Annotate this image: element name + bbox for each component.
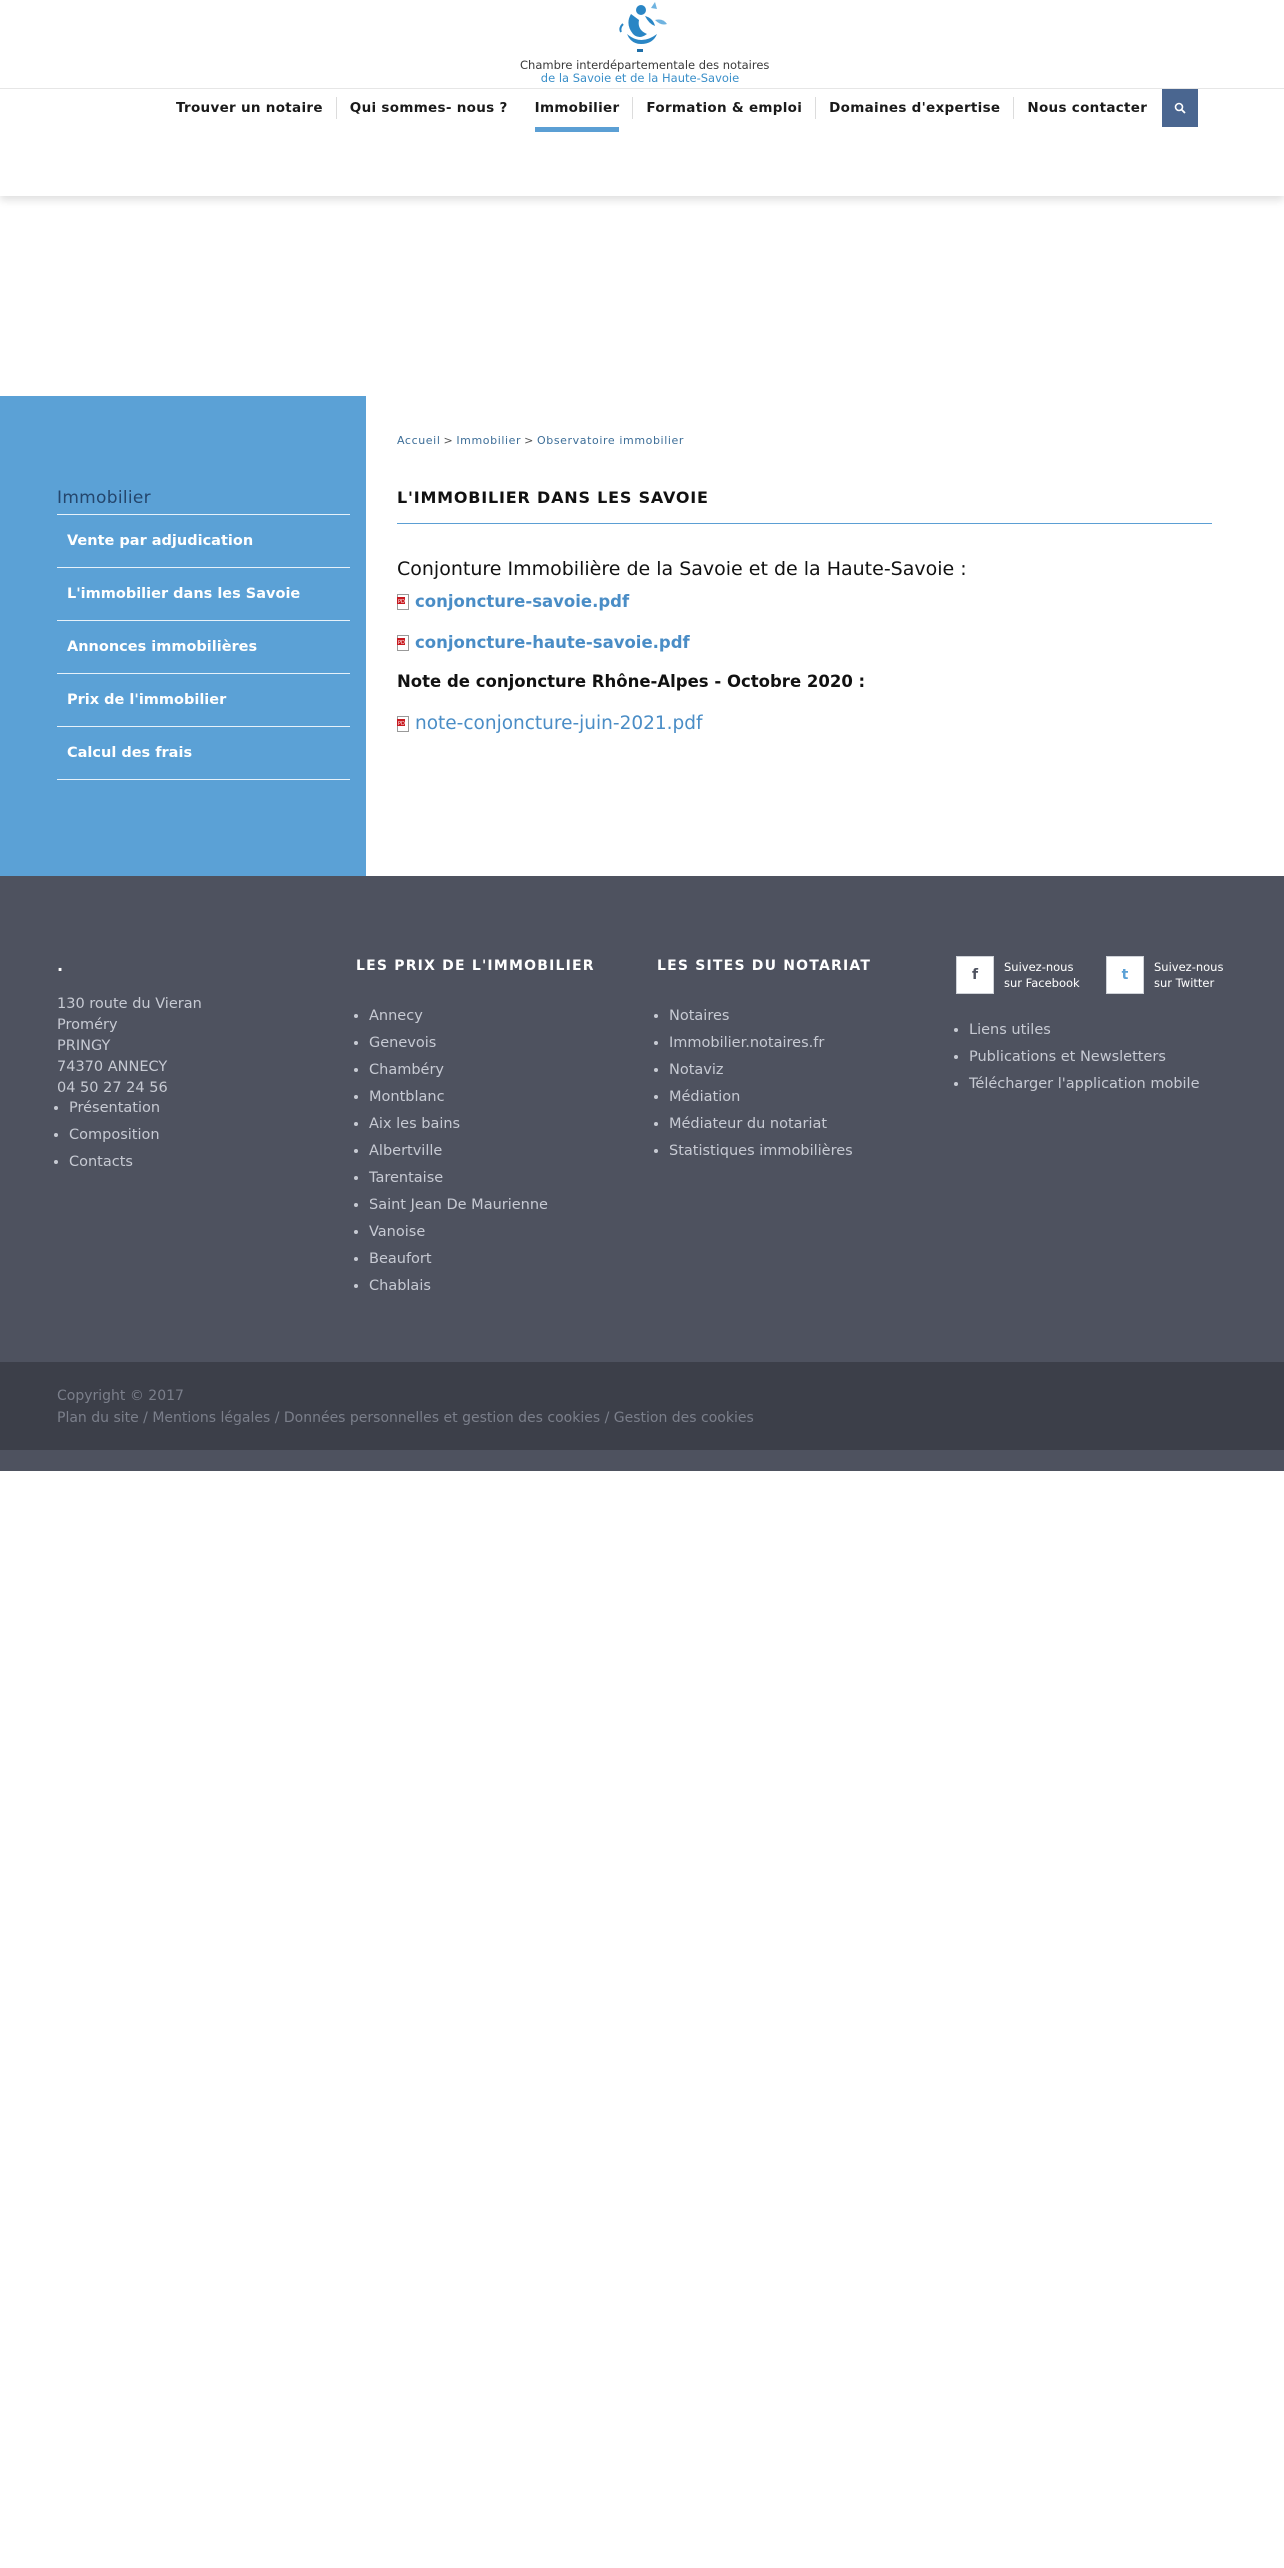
footer-col4-links (969, 1017, 1200, 1098)
sidebar-item-vente-adjudication[interactable]: Vente par adjudication (57, 515, 350, 568)
site-header (0, 0, 1284, 196)
sidebar-title[interactable]: Immobilier (57, 488, 151, 508)
pdf-icon (397, 635, 411, 651)
footer-link-albertville[interactable]: • Albertville (369, 1138, 548, 1165)
title-divider (397, 523, 1212, 524)
footer-link-chambery[interactable]: • Chambéry (369, 1057, 548, 1084)
pdf-link-label[interactable]: note-conjoncture-juin-2021.pdf (415, 713, 703, 734)
footer-link-tarentaise[interactable]: • Tarentaise (369, 1165, 548, 1192)
footer-link-mediation[interactable]: • Médiation (669, 1084, 853, 1111)
footer-col1-links (69, 1095, 202, 1176)
footer-link-liens-utiles[interactable]: • Liens utiles (969, 1017, 1200, 1044)
pdf-icon (397, 594, 411, 610)
footer-link-notaires[interactable]: • Notaires (669, 1003, 853, 1030)
footer-col3-links (669, 1003, 853, 1165)
nav-item-immobilier[interactable]: Immobilier (522, 88, 633, 128)
footer-link-saint-jean[interactable]: • Saint Jean De Maurienne (369, 1192, 548, 1219)
facebook-text-line1: Suivez-nous (1004, 960, 1074, 974)
logo-emblem-icon (605, 0, 675, 56)
sidebar-menu (57, 514, 350, 780)
footer-strip (0, 1450, 1284, 1471)
address-line: PRINGY (57, 1038, 111, 1054)
content-area (397, 396, 1212, 876)
footer-col3-title: LES SITES DU NOTARIAT (657, 958, 872, 974)
pdf-link-label[interactable]: conjoncture-savoie.pdf (415, 592, 630, 611)
nav-item-formation-emploi[interactable]: Formation & emploi (646, 100, 803, 116)
sidebar (0, 396, 366, 876)
footer-link-montblanc[interactable]: • Montblanc (369, 1084, 548, 1111)
footer-col1-title: . (57, 956, 64, 975)
breadcrumb-item-immobilier[interactable]: Immobilier (456, 434, 522, 447)
twitter-icon[interactable]: t (1106, 956, 1144, 994)
phone-number: 04 50 27 24 56 (57, 1080, 168, 1096)
address-line: 130 route du Vieran (57, 996, 202, 1012)
footer-link-annecy[interactable]: • Annecy (369, 1003, 548, 1030)
footer-link-beaufort[interactable]: • Beaufort (369, 1246, 548, 1273)
pdf-link-savoie[interactable] (397, 592, 629, 611)
facebook-text-line2: sur Facebook (1004, 976, 1080, 990)
facebook-icon[interactable]: f (956, 956, 994, 994)
logo[interactable] (520, 0, 770, 86)
search-button[interactable] (1162, 89, 1198, 127)
breadcrumb-separator: > (524, 434, 534, 447)
footer-link-app-mobile[interactable]: • Télécharger l'application mobile (969, 1071, 1200, 1098)
footer-link-mediateur[interactable]: • Médiateur du notariat (669, 1111, 853, 1138)
sidebar-item-annonces[interactable]: Annonces immobilières (57, 621, 350, 674)
site-footer (0, 876, 1284, 1362)
nav-item-nous-contacter[interactable]: Nous contacter (1027, 100, 1148, 116)
footer-link-aix-les-bains[interactable]: • Aix les bains (369, 1111, 548, 1138)
search-icon (1174, 102, 1186, 114)
sidebar-item-calcul-frais[interactable]: Calcul des frais (57, 727, 350, 780)
svg-text:PDF: PDF (398, 598, 408, 605)
footer-link-presentation[interactable]: • Présentation (69, 1095, 202, 1122)
twitter-text-line2: sur Twitter (1154, 976, 1215, 990)
nav-item-domaines-expertise[interactable]: Domaines d'expertise (829, 100, 1001, 116)
footer-link-immobilier-notaires[interactable]: • Immobilier.notaires.fr (669, 1030, 853, 1057)
twitter-text-line1: Suivez-nous (1154, 960, 1224, 974)
logo-text-line1: Chambre interdépartementale des notaires (520, 58, 770, 72)
page-title: L'IMMOBILIER DANS LES SAVOIE (397, 488, 709, 507)
nav-item-trouver-notaire[interactable]: Trouver un notaire (176, 100, 323, 116)
note-heading: Note de conjoncture Rhône-Alpes - Octobre 2020 : (397, 672, 866, 691)
main-section (0, 396, 1284, 876)
footer-col2-title: LES PRIX DE L'IMMOBILIER (356, 958, 595, 974)
address-line: 74370 ANNECY (57, 1059, 168, 1075)
breadcrumb (397, 434, 684, 447)
sidebar-item-immobilier-savoie[interactable]: L'immobilier dans les Savoie (57, 568, 350, 621)
address-line: Proméry (57, 1017, 118, 1033)
breadcrumb-item-observatoire[interactable]: Observatoire immobilier (537, 434, 685, 447)
facebook-text (1004, 959, 1080, 991)
nav-item-qui-sommes-nous[interactable]: Qui sommes- nous ? (349, 100, 508, 116)
svg-text:PDF: PDF (398, 720, 408, 727)
footer-bottom-bar (0, 1362, 1284, 1450)
legal-links[interactable]: Plan du site / Mentions légales / Données personnelles et gestion des cookies / Gestion des cookies (57, 1410, 754, 1426)
footer-link-contacts[interactable]: • Contacts (69, 1149, 202, 1176)
conjoncture-heading: Conjonture Immobilière de la Savoie et de la Haute-Savoie : (397, 558, 967, 580)
twitter-follow[interactable] (1106, 956, 1223, 994)
breadcrumb-separator: > (443, 434, 454, 447)
footer-col2-links (369, 1003, 548, 1300)
logo-text-line2: de la Savoie et de la Haute-Savoie (540, 71, 740, 85)
footer-link-vanoise[interactable]: • Vanoise (369, 1219, 548, 1246)
main-nav (163, 88, 1198, 128)
pdf-link-label[interactable]: conjoncture-haute-savoie.pdf (415, 633, 690, 652)
pdf-link-note-conjoncture[interactable] (397, 713, 703, 734)
footer-link-genevois[interactable]: • Genevois (369, 1030, 548, 1057)
footer-link-notaviz[interactable]: • Notaviz (669, 1057, 853, 1084)
twitter-text (1154, 959, 1223, 991)
footer-link-publications[interactable]: • Publications et Newsletters (969, 1044, 1200, 1071)
footer-link-composition[interactable]: • Composition (69, 1122, 202, 1149)
copyright: Copyright © 2017 (57, 1388, 184, 1404)
footer-address (57, 994, 202, 1176)
pdf-icon (397, 716, 411, 732)
sidebar-item-prix[interactable]: Prix de l'immobilier (57, 674, 350, 727)
facebook-follow[interactable] (956, 956, 1080, 994)
footer-link-statistiques[interactable]: • Statistiques immobilières (669, 1138, 853, 1165)
svg-text:PDF: PDF (398, 639, 408, 646)
breadcrumb-item-accueil[interactable]: Accueil (397, 434, 441, 447)
pdf-link-haute-savoie[interactable] (397, 633, 690, 652)
footer-link-chablais[interactable]: • Chablais (369, 1273, 548, 1300)
